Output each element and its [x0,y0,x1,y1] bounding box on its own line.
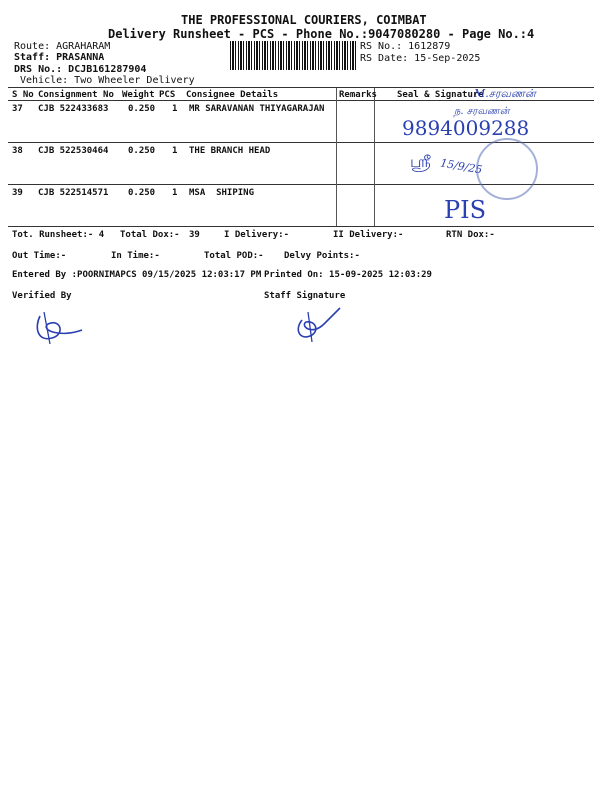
barcode [230,41,357,70]
entered-by: Entered By :POORNIMAPCS 09/15/2025 12:03:17 PM [12,270,262,280]
i-delivery: I Delivery:- [224,230,290,240]
drs-number: DRS No.: DCJB161287904 [14,64,147,75]
total-dox-value: 39 [189,230,200,240]
cell-consignee: MSA SHIPING [189,188,255,198]
verified-by-label: Verified By [12,291,72,301]
handwritten-signature: ஸ்ரீ [410,152,431,171]
header-seal-signature: Seal & Signature [397,90,484,100]
verified-signature [30,308,90,348]
cell-sno: 38 [12,146,23,156]
cell-weight: 0.250 [128,188,156,198]
column-divider [336,88,337,226]
cell-consignee: MR SARAVANAN THIYAGARAJAN [189,104,325,114]
total-runsheet: Tot. Runsheet:- 4 [12,230,105,240]
staff-signature [290,302,350,346]
total-dox-label: Total Dox:- [120,230,180,240]
cell-pcs: 1 [172,146,178,156]
column-divider [374,88,375,226]
handwritten-date: 15/9/25 [439,156,484,177]
rtn-dox: RTN Dox:- [446,230,495,240]
handwritten-initials: PIS [444,196,487,224]
header-remarks: Remarks [339,90,377,100]
cell-consignment: CJB 522433683 [38,104,109,114]
header-consignment: Consignment No [38,90,114,100]
rs-number: RS No.: 1612879 [360,41,451,52]
handwritten-phone: 9894009288 [402,116,530,140]
runsheet-title: Delivery Runsheet - PCS - Phone No.:9047080280 - Page No.:4 [108,27,535,41]
handwritten-name: ந. சரவணன் [454,106,510,117]
header-consignee: Consignee Details [186,90,279,100]
ii-delivery: II Delivery:- [333,230,404,240]
table-bottom-border [8,226,594,227]
vehicle-label: Vehicle: Two Wheeler Delivery [20,75,195,86]
cell-consignment: CJB 522514571 [38,188,109,198]
seal-stamp [476,138,538,200]
header-weight: Weight [122,90,155,100]
cell-sno: 37 [12,104,23,114]
cell-weight: 0.250 [128,104,156,114]
cell-sno: 39 [12,188,23,198]
company-title: THE PROFESSIONAL COURIERS, COIMBAT [181,13,427,27]
cell-consignee: THE BRANCH HEAD [189,146,271,156]
total-pod: Total POD:- [204,251,264,261]
staff-signature-label: Staff Signature [264,291,346,301]
header-pcs: PCS [159,90,176,100]
delvy-points: Delvy Points:- [284,251,360,261]
cell-consignment: CJB 522530464 [38,146,109,156]
out-time: Out Time:- [12,251,67,261]
header-sno: S No [12,90,34,100]
staff-label: Staff: PRASANNA [14,52,105,63]
route-label: Route: AGRAHARAM [14,41,111,52]
printed-on: Printed On: 15-09-2025 12:03:29 [264,270,432,280]
cell-pcs: 1 [172,104,178,114]
handwritten-name-top: M.சரவணன் [474,87,536,100]
in-time: In Time:- [111,251,160,261]
cell-pcs: 1 [172,188,178,198]
cell-weight: 0.250 [128,146,156,156]
rs-date: RS Date: 15-Sep-2025 [360,53,481,64]
